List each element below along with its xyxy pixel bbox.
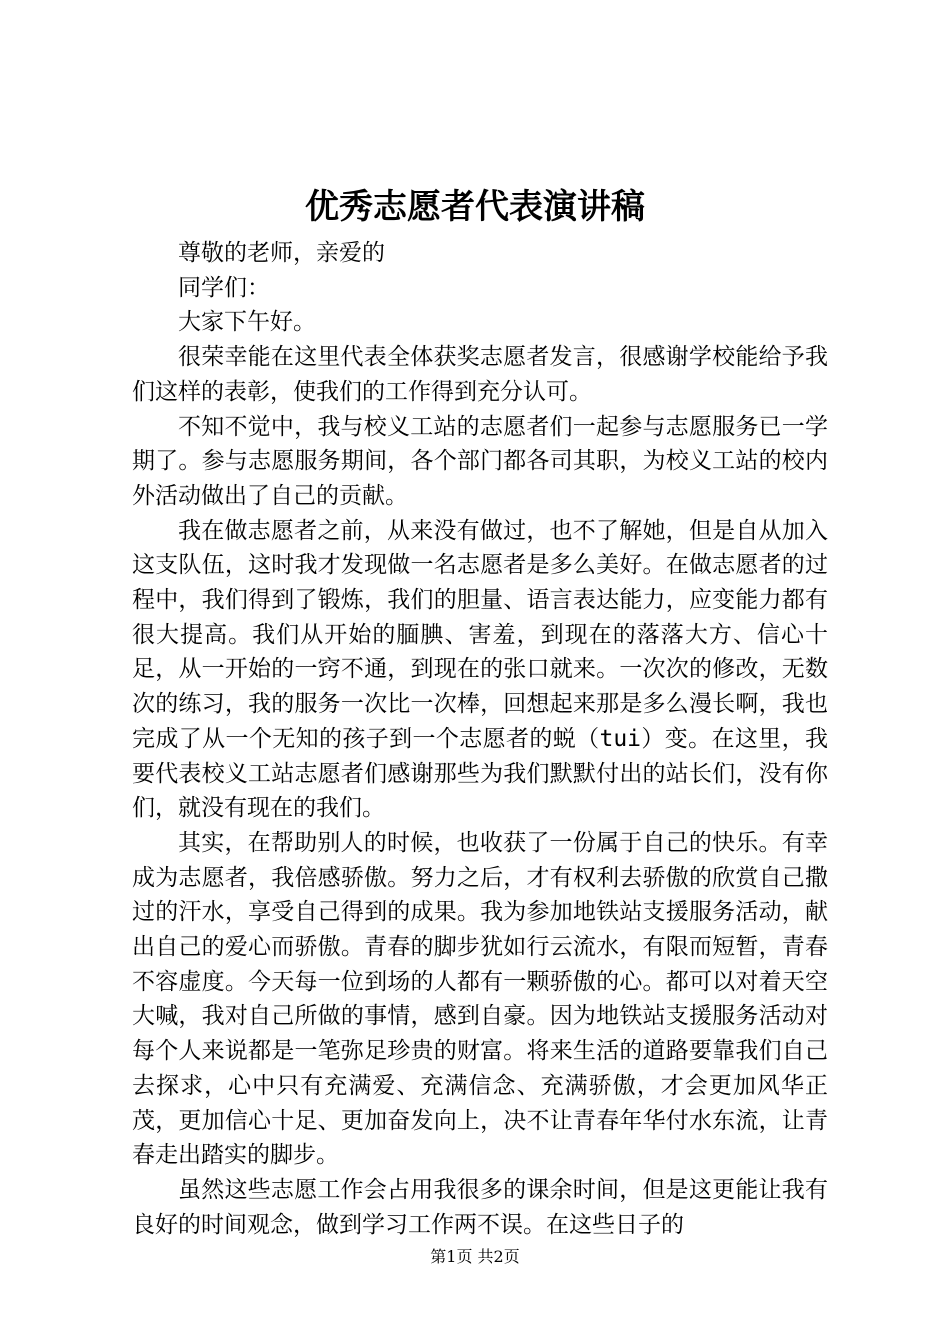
greeting: 大家下午好。 bbox=[178, 309, 316, 336]
paragraph: 不知不觉中，我与校义工站的志愿者们一起参与志愿服务已一学期了。参与志愿服务期间，各个部门都各司其职，为校义工站的校内外活动做出了自己的贡献。 bbox=[132, 413, 828, 509]
paragraph: 其实，在帮助别人的时候，也收获了一份属于自己的快乐。有幸成为志愿者，我倍感骄傲。努力之后，才有权利去骄傲的欣赏自己撒过的汗水，享受自己得到的成果。我为参加地铁站支援服务活动，献出自己的爱心而骄傲。青春的脚步犹如行云流水，有限而短暂，青春不容虚度。今天每一位到场的人都有一颗骄傲的心。都可以对着天空大喊，我对自己所做的事情，感到自豪。因为地铁站支援服务活动对每个人来说都是一笔弥足珍贵的财富。将来生活的道路要靠我们自己去探求，心中只有充满爱、充满信念、充满骄傲，才会更加风华正茂，更加信心十足、更加奋发向上，决不让青春年华付水东流，让青春走出踏实的脚步。 bbox=[132, 829, 828, 1169]
salutation-line-2: 同学们： bbox=[178, 274, 270, 301]
salutation-line-1: 尊敬的老师，亲爱的 bbox=[178, 240, 385, 266]
page-footer: 第1页 共2页 bbox=[430, 1247, 520, 1266]
paragraph: 很荣幸能在这里代表全体获奖志愿者发言，很感谢学校能给予我们这样的表彰，使我们的工作得到充分认可。 bbox=[132, 344, 828, 405]
paragraph: 我在做志愿者之前，从来没有做过，也不了解她，但是自从加入这支队伍，这时我才发现做一名志愿者是多么美好。在做志愿者的过程中，我们得到了锻炼，我们的胆量、语言表达能力，应变能力都有很大提高。我们从开始的腼腆、害羞，到现在的落落大方、信心十足，从一开始的一窍不通，到现在的张口就来。一次次的修改，无数次的练习，我的服务一次比一次棒，回想起来那是多么漫长啊，我也完成了从一个无知的孩子到一个志愿者的蜕（tui）变。在这里，我要代表校义工站志愿者们感谢那些为我们默默付出的站长们，没有你们，就没有现在的我们。 bbox=[132, 517, 828, 822]
document-title: 优秀志愿者代表演讲稿 bbox=[305, 187, 645, 227]
paragraph: 虽然这些志愿工作会占用我很多的课余时间，但是这更能让我有良好的时间观念，做到学习工作两不误。在这些日子的 bbox=[132, 1176, 828, 1238]
document-body bbox=[132, 236, 828, 1242]
